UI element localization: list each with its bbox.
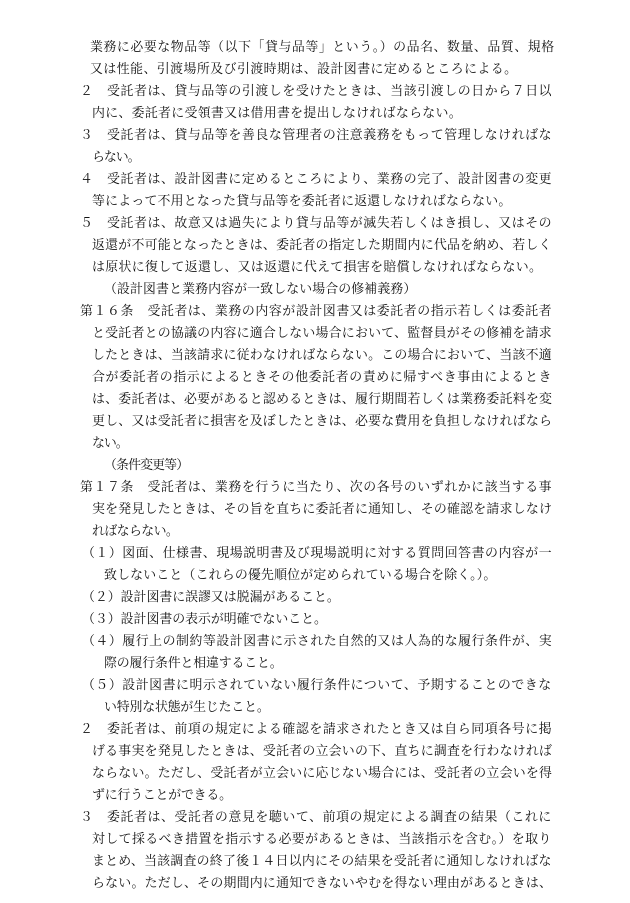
text-line: は、委託者は、必要があると認めるときは、履行期間若しくは業務委託料を変 — [92, 392, 553, 407]
text-line: げる事実を発見したときは、受託者の立会いの下、直ちに調査を行わなければ — [92, 744, 553, 759]
clause-17-2-line: ２ 委託者は、前項の規定による確認を請求されたとき又は自ら同項各号に掲 — [80, 722, 553, 737]
text-line: は原状に復して返還し、又は返還に代えて損害を賠償しなければならない。 — [92, 260, 543, 275]
text-line: 実を発見したときは、その旨を直ちに委託者に通知し、その確認を請求しなけ — [92, 502, 553, 517]
clause-3-line: ３ 受託者は、貸与品等を善良な管理者の注意義務をもって管理しなければな — [80, 128, 553, 143]
text-line: らない。 — [92, 150, 140, 165]
text-line: 更し、又は受託者に損害を及ぼしたときは、必要な費用を負担しなければなら — [92, 414, 553, 429]
text-line: らない。ただし、その期間内に通知できないやむを得ない理由があるときは、 — [92, 876, 553, 891]
text-line: と受託者との協議の内容に適合しない場合において、監督員がその修補を請求 — [92, 326, 552, 341]
text-line: い特別な状態が生じたこと。 — [104, 700, 270, 715]
clause-2-line: ２ 受託者は、貸与品等の引渡しを受けたときは、当該引渡しの日から７日以 — [80, 84, 553, 99]
clause-4-line: ４ 受託者は、設計図書に定めるところにより、業務の完了、設計図書の変更 — [80, 172, 553, 187]
text-line: ない。 — [92, 436, 128, 451]
text-line: ずに行うことができる。 — [92, 788, 232, 803]
article-16-heading: （設計図書と業務内容が一致しない場合の修補義務） — [104, 282, 417, 297]
text-line: ならない。ただし、受託者が立会いに応じない場合には、受託者の立会いを得 — [92, 766, 553, 781]
text-line: したときは、当該請求に従わなければならない。この場合において、当該不適 — [92, 348, 552, 363]
clause-17-3-line: ３ 委託者は、受託者の意見を聴いて、前項の規定による調査の結果（これに — [80, 810, 552, 825]
article-17-line: 第１７条 受託者は、業務を行うに当たり、次の各号のいずれかに該当する事 — [80, 480, 553, 495]
item-3-line: （３）設計図書の表示が明確でないこと。 — [82, 612, 327, 627]
clause-5-line: ５ 受託者は、故意又は過失により貸与品等が滅失若しくはき損し、又はその — [80, 216, 553, 231]
text-line: 際の履行条件と相違すること。 — [104, 656, 283, 671]
text-line: 致しないこと（これらの優先順位が定められている場合を除く。）。 — [104, 568, 497, 583]
item-2-line: （２）設計図書に誤謬又は脱漏があること。 — [82, 590, 340, 605]
text-line: 又は性能、引渡場所及び引渡時期は、設計図書に定めるところによる。 — [90, 62, 518, 77]
text-line: 合が委託者の指示によるときその他委託者の責めに帰すべき事由によるとき — [92, 370, 553, 385]
article-16-line: 第１６条 受託者は、業務の内容が設計図書又は委託者の指示若しくは委託者 — [80, 304, 553, 319]
article-17-heading: （条件変更等） — [104, 458, 189, 473]
text-line: 業務に必要な物品等（以下「貸与品等」という。）の品名、数量、品質、規格 — [90, 40, 555, 55]
text-line: 等によって不用となった貸与品等を委託者に返還しなければならない。 — [92, 194, 512, 209]
text-line: 対して採るべき措置を指示する必要があるときは、当該指示を含む。）を取り — [92, 832, 552, 847]
text-line: ればならない。 — [92, 524, 179, 539]
text-line: 内に、委託者に受領書又は借用書を提出しなければならない。 — [92, 106, 462, 121]
item-5-line: （５）設計図書に明示されていない履行条件について、予期することのできな — [82, 678, 552, 693]
item-4-line: （４）履行上の制約等設計図書に示された自然的又は人為的な履行条件が、実 — [82, 634, 553, 649]
text-line: 返還が不可能となったときは、委託者の指定した期間内に代品を納め、若しく — [92, 238, 552, 253]
item-1-line: （１）図面、仕様書、現場説明書及び現場説明に対する質問回答書の内容が一 — [82, 546, 553, 561]
text-line: まとめ、当該調査の終了後１４日以内にその結果を受託者に通知しなければな — [92, 854, 552, 869]
